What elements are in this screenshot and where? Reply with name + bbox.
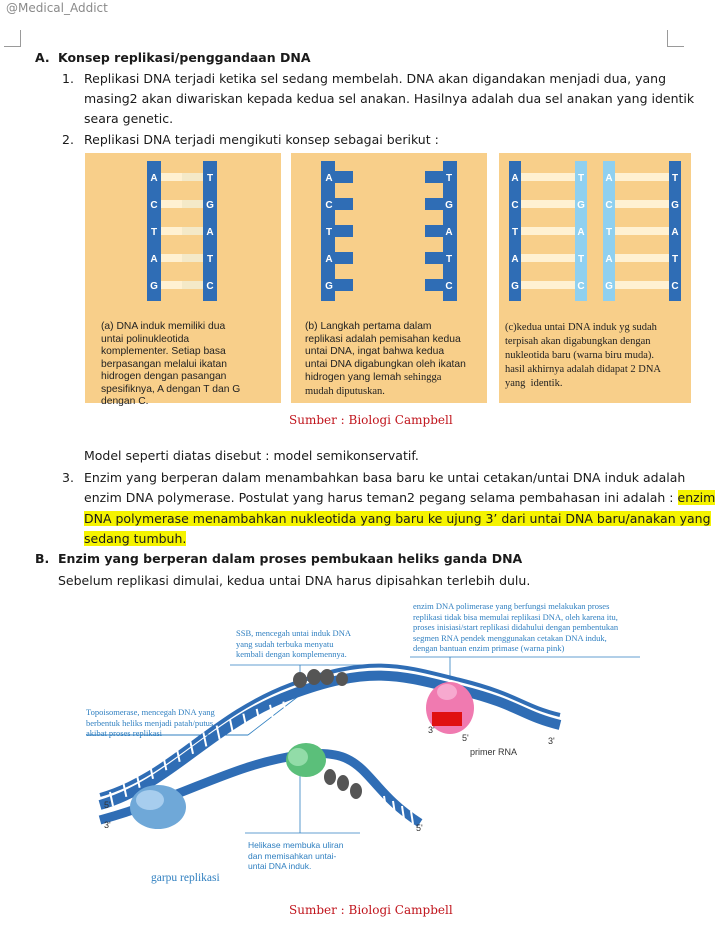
base-pair-rung <box>521 173 575 181</box>
replication-fork-label: garpu replikasi <box>151 872 220 884</box>
base-letter: A <box>150 173 158 184</box>
model-text: Model seperti diatas disebut : model semikonservatif. <box>84 448 419 463</box>
dna-double-strand-diagram <box>85 153 281 303</box>
item-3-line-4 <box>84 529 186 549</box>
backbone-tick <box>366 786 368 799</box>
backbone-tick <box>337 698 340 712</box>
backbone-tick <box>550 814 553 828</box>
panel-a-caption: (a) DNA induk memiliki dua untai polinukleotida komplementer. Setiap basa berpasangan melalui ikatan hidrogen dengan pasangan spesifiknya, A dengan T dan G dengan C. <box>101 321 241 407</box>
watermark: @Medical_Addict <box>6 1 108 15</box>
base-left <box>161 254 182 262</box>
base-letter: G <box>577 200 585 211</box>
base-stub-left <box>335 279 353 291</box>
backbone-tick <box>390 709 393 723</box>
base-letter: G <box>511 281 519 292</box>
base-left <box>161 281 182 289</box>
primer-rna-label: primer RNA <box>470 747 518 757</box>
note-ssb: SSB, mencegah untai induk DNA yang sudah terbuka menyatu kembali dengan komplemennya. <box>236 628 351 659</box>
backbone-tick <box>483 760 486 774</box>
item-2-number: 2. <box>62 132 74 147</box>
base-letter: A <box>206 227 214 238</box>
section-b-letter: B. <box>35 551 50 566</box>
base-letter: A <box>150 254 158 265</box>
backbone-tick <box>375 791 377 804</box>
base-letter: G <box>150 281 158 292</box>
figure-1-source: Sumber : Biologi Campbell <box>289 413 453 427</box>
base-letter: T <box>150 227 158 238</box>
backbone-tick <box>497 770 500 784</box>
base-letter: T <box>445 254 453 265</box>
base-stub-right <box>425 252 443 264</box>
base-left <box>161 200 182 208</box>
section-a-title: Konsep replikasi/penggandaan DNA <box>58 50 311 65</box>
base-letter: C <box>605 200 613 211</box>
highlight: enzim <box>677 490 716 505</box>
base-pair-rung <box>521 254 575 262</box>
base-letter: G <box>671 200 679 211</box>
end-label-3-primer: 3' <box>428 725 435 735</box>
section-b-intro: Sebelum replikasi dimulai, kedua untai DNA harus dipisahkan terlebih dulu. <box>58 573 531 588</box>
crop-mark-right <box>667 30 684 47</box>
base-letter: C <box>671 281 679 292</box>
base-letter: T <box>671 173 679 184</box>
figure-panel-b <box>291 153 487 403</box>
panel-c-caption: (c)kedua untai DNA induk yg sudah terpisah akan digabungkan dengan nukleotida baru (warna biru muda). hasil akhirnya adalah didapat 2 DNA yang identik. <box>505 322 661 389</box>
item-1-number: 1. <box>62 71 74 86</box>
base-letter: T <box>445 173 453 184</box>
base-pair-rung <box>521 200 575 208</box>
note-helikase: Helikase membuka uliran dan memisahkan untai- untai DNA induk. <box>248 840 344 871</box>
backbone-tick <box>457 742 460 756</box>
base-letter: T <box>511 227 519 238</box>
end-label-5-primer: 5' <box>462 733 469 743</box>
base-letter: A <box>445 227 453 238</box>
base-pair-rung <box>521 227 575 235</box>
backbone-tick <box>363 701 366 715</box>
base-letter: G <box>206 200 214 211</box>
item-3-number: 3. <box>62 470 74 485</box>
base-letter: C <box>445 281 453 292</box>
figure-panel-a <box>85 153 281 407</box>
backbone-tick <box>283 702 286 716</box>
base-stub-left <box>335 252 353 264</box>
section-a-letter: A. <box>35 50 50 65</box>
base-letter: A <box>511 173 519 184</box>
base-pair-rung <box>615 227 669 235</box>
base-letter: T <box>206 173 214 184</box>
item-1-line-3: seara genetic. <box>84 111 174 126</box>
backbone-tick <box>537 803 540 817</box>
base-letter: T <box>577 254 585 265</box>
backbone-tick <box>323 697 326 711</box>
base-letter: T <box>605 227 613 238</box>
base-stub-left <box>335 225 353 237</box>
base-stub-left <box>335 171 353 183</box>
base-letter: C <box>577 281 585 292</box>
dna-separating-diagram <box>291 153 487 303</box>
backbone-tick <box>350 699 353 713</box>
base-letter: G <box>325 281 333 292</box>
base-letter: G <box>445 200 453 211</box>
base-left <box>161 173 182 181</box>
base-letter: C <box>511 200 519 211</box>
base-letter: T <box>325 227 333 238</box>
backbone-tick <box>417 719 420 733</box>
backbone-tick <box>443 734 446 748</box>
item-3-line-3 <box>84 509 711 529</box>
base-letter: A <box>511 254 519 265</box>
base-letter: C <box>206 281 214 292</box>
base-pair-rung <box>615 173 669 181</box>
base-pair-rung <box>521 281 575 289</box>
highlight: sedang tumbuh. <box>84 531 187 546</box>
base-letter: T <box>577 173 585 184</box>
base-stub-right <box>425 198 443 210</box>
item-3-line-1: Enzim yang berperan dalam menambahkan basa baru ke untai cetakan/untai DNA induk adalah <box>84 470 686 485</box>
section-b-title: Enzim yang berperan dalam proses pembukaan heliks ganda DNA <box>58 551 523 566</box>
base-letter: C <box>325 200 333 211</box>
backbone-tick <box>510 781 513 795</box>
base-letter: A <box>605 173 613 184</box>
item-3-line-2: enzim DNA polymerase. Postulat yang harus teman2 pegang selama pembahasan ini adalah : enzim <box>84 490 716 505</box>
crop-mark-left <box>4 30 21 47</box>
base-stub-right <box>425 171 443 183</box>
base-letter: A <box>671 227 679 238</box>
item-2-line-1: Replikasi DNA terjadi mengikuti konsep sebagai berikut : <box>84 132 439 147</box>
end-label-5-left: 5' <box>104 800 111 810</box>
base-letter: C <box>150 200 158 211</box>
backbone-tick <box>523 791 526 805</box>
base-left <box>161 227 182 235</box>
note-topoisomerase: Topoisomerase, mencegah DNA yang berbentuk heliks menjadi patah/putus akibat proses replikasi <box>86 707 215 738</box>
base-stub-right <box>425 279 443 291</box>
base-pair-rung <box>615 200 669 208</box>
end-label-3-left: 3' <box>104 820 111 830</box>
base-letter: T <box>671 254 679 265</box>
item-1-line-1: Replikasi DNA terjadi ketika sel sedang membelah. DNA akan digandakan menjadi dua, yang <box>84 71 667 86</box>
end-label-3-right: 3' <box>548 736 555 746</box>
backbone-tick <box>403 714 406 728</box>
base-stub-left <box>335 198 353 210</box>
end-label-5-bottom: 5' <box>416 823 423 833</box>
item-1-line-2: masing2 akan diwariskan kepada kedua sel anakan. Hasilnya adalah dua sel anakan yang identik <box>84 91 695 106</box>
note-polymerase: enzim DNA polimerase yang berfungsi melakukan proses replikasi tidak bisa memulai replikasi DNA, oleh karena itu, proses inisiasi/start replikasi didahului dengan pembentukan segmen RNA pendek menggunakan cetakan DNA induk, dengan bantuan enzim primase (warna pink) <box>413 601 619 653</box>
highlight: DNA polymerase menambahkan nukleotida yang baru ke ujung 3’ dari untai DNA baru/anakan yang <box>84 511 711 526</box>
base-pair-rung <box>615 254 669 262</box>
base-letter: A <box>325 254 333 265</box>
dna-semiconservative-diagram <box>499 153 691 303</box>
base-stub-right <box>425 225 443 237</box>
panel-b-caption: (b) Langkah pertama dalam replikasi adalah pemisahan kedua untai DNA, ingat bahwa kedua untai DNA digabungkan oleh ikatan hidrogen yang lemah sehingga mudah diputuskan. <box>305 321 466 397</box>
figure-panel-c <box>499 153 691 403</box>
figure-2-source: Sumber : Biologi Campbell <box>289 903 453 917</box>
base-pair-rung <box>615 281 669 289</box>
base-letter: G <box>605 281 613 292</box>
base-letter: T <box>206 254 214 265</box>
backbone-tick <box>310 698 313 712</box>
base-letter: A <box>605 254 613 265</box>
base-letter: A <box>577 227 585 238</box>
base-letter: A <box>325 173 333 184</box>
backbone-tick <box>297 699 300 713</box>
backbone-tick <box>377 704 380 718</box>
